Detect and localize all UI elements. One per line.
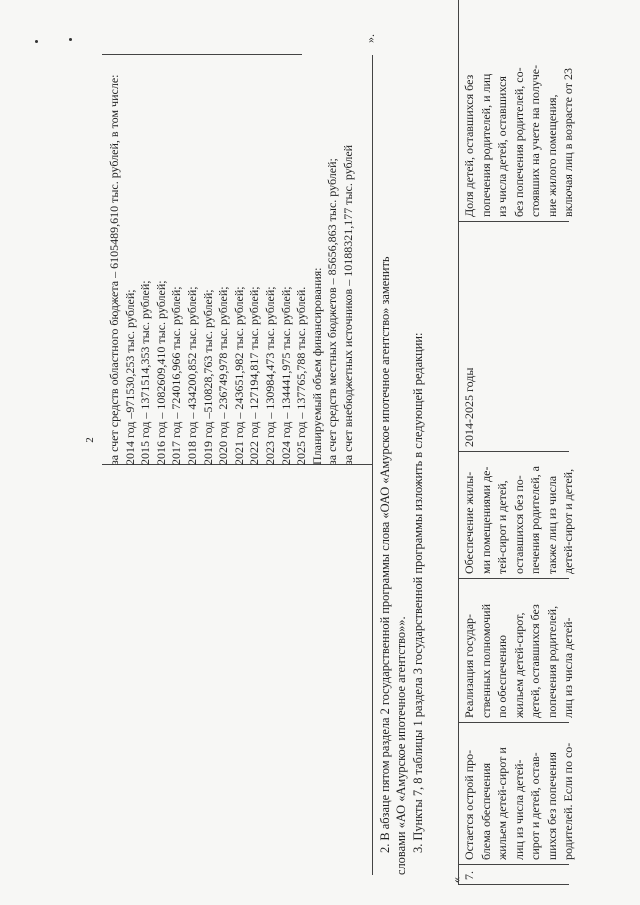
table-3 (458, 0, 575, 885)
financing-line: 2024 год – 134441,975 тыс. рублей; (278, 286, 293, 465)
cell-line: попечения родителей, (544, 605, 559, 718)
cell-line: оставшихся без по- (511, 475, 526, 574)
financing-line: 2015 год – 1371514,353 тыс. рублей; (138, 280, 153, 465)
financing-line: 2016 год – 1082609,410 тыс. рублей; (153, 280, 168, 465)
cell-line: Обеспечение жилы- (462, 471, 476, 574)
financing-line: 2014 год –971530,253 тыс. рублей; (122, 289, 137, 465)
financing-line: 2020 год – 236749,978 тыс. рублей; (216, 286, 231, 465)
cell-line: ние жилого помещения, (544, 94, 559, 217)
cell-line: из числа детей, оставшихся (495, 76, 509, 217)
paragraph-2-line-1: 2. В абзаце пятом раздела 2 государственной программы слова «ОАО «Амурское ипотечное агентство» заменить (378, 256, 392, 853)
cell-line: жильем детей-сирот, (511, 612, 526, 718)
table-3-cell-indicator (459, 0, 575, 221)
cell-line: стоявших на учете на получе- (528, 64, 542, 217)
row-number: 7. (462, 871, 476, 880)
cell-line: шихся без попечения (544, 752, 559, 860)
margin-line (102, 54, 302, 55)
financing-text (107, 55, 357, 465)
cell-line: попечения родителей, и лиц (478, 73, 493, 217)
financing-table-left (102, 55, 373, 875)
financing-line: Планируемый объем финансирования: (309, 267, 324, 465)
table-3-cell-problem (459, 722, 575, 864)
page-number: 2 (84, 437, 96, 443)
cell-line: лиц из числа детей- (511, 759, 526, 860)
financing-line: 2018 год – 434200,852 тыс. рублей; (184, 286, 199, 465)
cell-line: без попечения родителей, со- (511, 67, 526, 217)
table-3-cell-result (459, 451, 575, 578)
cell-line: Остается острой про- (462, 749, 476, 860)
financing-table-margin (102, 0, 372, 55)
cell-line: Доля детей, оставшихся без (462, 74, 476, 217)
financing-line: 2025 год – 137765,788 тыс. рублей. (294, 286, 309, 465)
financing-line: 2023 год – 130984,473 тыс. рублей; (262, 286, 277, 465)
cell-line: лиц из числа детей- (561, 617, 575, 718)
cell-line: включая лиц в возрасте от 23 (561, 67, 575, 217)
financing-table (102, 0, 374, 875)
financing-line: за счет средств местных бюджетов – 85656,863 тыс. рублей; (325, 158, 340, 465)
cell-line: также лиц из числа (544, 475, 559, 574)
cell-line: детей, оставшихся без (528, 604, 542, 718)
table-3-cell-activity (459, 578, 575, 722)
cell-line: ми помещениями де- (478, 466, 493, 574)
paragraph-3: 3. Пункты 7, 8 таблицы 1 раздела 3 государственной программы изложить в следующей редакции: (411, 332, 425, 853)
paragraph-2-line-2: словами «АО «Амурское ипотечное агентство»». (394, 616, 408, 875)
cell-line: ственных полномочий (478, 603, 493, 718)
table-3-cell-num (459, 864, 569, 884)
financing-line: 2022 год – 127194,817 тыс. рублей; (247, 286, 262, 465)
cell-line: 2014-2025 годы (462, 367, 476, 447)
cell-line: печения родителей, а (528, 466, 542, 574)
cell-line: по обеспечению (495, 635, 509, 718)
cell-line: блема обеспечения (478, 762, 493, 860)
table-3-cell-period (459, 221, 569, 451)
financing-line: за счет внебюджетных источников – 10188321,177 тыс. рублей (340, 144, 355, 465)
closing-quote: ». (363, 34, 377, 43)
opening-quote: « (449, 877, 463, 883)
cell-line: жильем детей-сирот и (495, 747, 509, 860)
financing-line: 2019 год –510828,763 тыс. рублей; (200, 289, 215, 465)
financing-line: 2021 год – 243651,982 тыс. рублей; (231, 286, 246, 465)
cell-line: родителей. Если по со- (561, 742, 575, 860)
financing-line: за счет средств областного бюджета – 6105489,610 тыс. рублей, в том числе: (107, 74, 121, 465)
cell-line: детей-сирот и детей, (561, 468, 575, 574)
cell-line: тей-сирот и детей, (495, 480, 509, 574)
financing-line: 2017 год – 724016,966 тыс. рублей; (169, 286, 184, 465)
cell-line: сирот и детей, остав- (528, 752, 542, 860)
cell-line: Реализация государ- (462, 613, 476, 718)
